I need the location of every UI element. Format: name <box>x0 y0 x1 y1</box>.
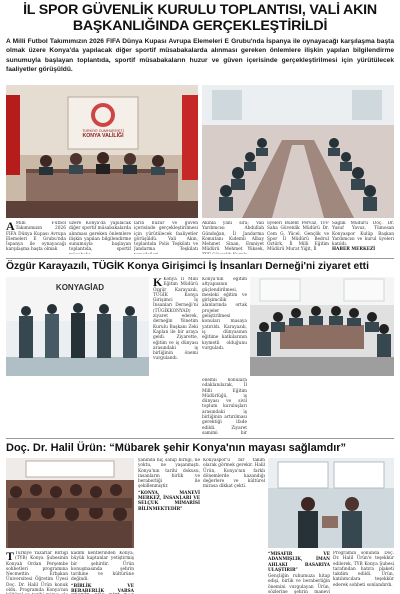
article3-body-col3: yanında hiç sahip birliği, ne yoktu, ne yaşanmıştı. Konya'nın tarihi dokusu, insanların birlik ve beraberliği ile şekillenmiştir. “KONYA, MANEVİ MERKEZ, İNSANLARI VE SELÇUK MİMARİSİ BİLİNMEKTEDİR” <box>138 458 200 512</box>
article3-photo-left <box>6 458 134 548</box>
photo-sign-konyagiad: KONYAGİAD <box>55 283 105 292</box>
article2-title: Özgür Karayazılı, TÜGİK Konya Girişimci İş İnsanları Derneği'ni ziyaret etti <box>6 261 369 272</box>
article2-photo-right <box>250 277 394 376</box>
article3-body-col2: kadim kentlerinden Konya, büyük kaptanlar yetiştirmiş bir şehirdir. Ürün konuşmasında şehrin tarihine ve kültürüne değindi. “BİRLİK VE BERABERLİK VARSA <box>71 551 134 594</box>
article2-body-col3: önemli konulara odaklanılarak, İl Milli Eğitim Müdürlüğü, iş dünyası ve sivil toplum kuruluşları arasındaki iş birliğinin artırılması gerektiği ifade edildi. Ziyaret samimi bir <box>202 378 247 436</box>
article1-body-col5: üyeleri Bülent Pervaz, TFF Saha Güvenlik Müdürü Dr. Cem G. Yücel, Gençlik ve Spor İl Müdürü Bedrul Öztürk, İl Milli Eğitim Müdürü Murat Yiğit, İl <box>267 221 329 253</box>
article1-body-col2: üzere Konya'da yapılacak diğer sportif müsabakalarda alınması gereken önlemlere ilişkin yapılan bilgilendirme sunumuyla başlayan toplantıda, sportif <box>69 221 131 253</box>
photo-sign-line1: TÜRKİYE CUMHURİYETİ <box>82 129 124 133</box>
article1-body-col3: ların huzur ve güven içerisinde gerçekleştirilmesi için yürütülecek faaliyetler görüşüldü. Vali Akın, toplantıda Polis Teşkilatı ve Jandarma Teşkilatı <box>134 221 198 253</box>
article2-body-col1: K Konya İl Milli Eğitim Müdürü Özgür Karayazılı, TÜGİK Konya Girişimci İş İnsanları Derneği'ni (TÜGİKKONYAD) ziyaret ederek, derneğin Yönetim Kurulu Başkanı Zeki Kaplan ile bir araya geldi. Ziyarette, eğitim ve iş dünyası arasındaki iş birliğinin önemi vurgulandı. <box>153 277 198 362</box>
article3-body-col4: Konyaspor'u bir takım olarak görmek gerekir. Halil Ürün, Konya'nın farklı dönemlerde kazandığı değerlere ve kültürel mirasa dikkat çekti. <box>203 458 265 490</box>
article1-byline: HABER MERKEZİ <box>332 247 376 253</box>
article3-photo-right <box>268 458 394 548</box>
article2-body-col2: Konya'nın eğitim altyapısının güçlendirilmesi, mesleki eğitim ve girişimcilik alanlarında ortak projeler geliştirilmesi konuları masaya yatırıldı. Karayazılı, iş dünyasının eğitime katkılarının kıymetli olduğunu vurguladı. <box>202 277 247 351</box>
article3-body-col6: Programın sonunda Doç. Dr. Halil Ürün'e teşekkür edilerek, TYB Konya Şubesi tarafından hatıra plaketi takdim edildi. Ürün, katılımcılara teşekkür ederek sohbeti sonlandırdı. <box>333 551 394 588</box>
article3-body-col5: “MİSAFİR VE ADANMIŞLIK, İMAN AHLAKI BASARIYA ULAŞTIRIR” Gençliğin ruhumuza hitap edişi, birlik ve beraberliğin önemini vurgulayan Ürün, sözlerine şehrin manevi <box>268 552 330 594</box>
section-divider-2 <box>6 438 394 439</box>
section-divider-1 <box>6 258 394 259</box>
article1-photo-right <box>202 85 394 218</box>
article1-body-col4: Akınla yanı sıra; Vali Yardımcısı Abdullah Gündoğan, İl Jandarma Komutanı Kıdemli Albay Mehmet Sinan, Emniyet Müdürü Mehmet Yüksek, <box>202 221 264 253</box>
article1-body-col6: Sağlık Müdürü Doç. Dr. Yusuf Yavuz, Tümosan Konyaspor Kulüp Başkan Yardımcısı ve kurul üyeleri katıldı. HABER MERKEZİ <box>332 221 394 253</box>
article1-body-col1: A Milli Futbol Takımımızın 2026 FIFA Dünya Kupası Avrupa Elemeleri E Grubu'nda İspanya ile oynayacağı karşılaşma başta olmak <box>6 221 66 253</box>
photo-sign-line2: KONYA VALİLİĞİ <box>82 133 124 139</box>
article2-photo-left <box>6 277 149 376</box>
article1-headline: İL SPOR GÜVENLİK KURULU TOPLANTISI, VALİ AKIN BAŞKANLIĞINDA GERÇEKLEŞTİRİLDİ <box>23 2 377 34</box>
article1-photo-left <box>6 85 198 218</box>
article3-title: Doç. Dr. Halil Ürün: “Mübarek şehir Konya'nın mayası sağlamdır” <box>6 442 347 454</box>
article2-body-col1-cont <box>153 378 198 436</box>
article1-lead: A Milli Futbol Takımımızın 2026 FIFA Dünya Kupası Avrupa Elemeleri E Grubu'nda İspanya ile oynayacağı karşılaşma başta olmak üzere Konya'da yapılacak diğer sportif müsabakalarda alınması gereken önlemlere ilişkin yapılan bilgilendirme sunumuyla başlayan toplantıda, sportif müsabakaların huzur ve güven içerisinde gerçekleştirilmesi için yürütülecek faaliyetler görüşüldü. <box>6 38 394 73</box>
article3-body-col1: T Türkiye Yazarlar Birliği (TYB) Konya Şubesinin Konyalı Ordan Perşembe sohbetleri programına Necmettin Erbakan Üniversitesi Öğretim Üyesi Doç. Dr. Halil Ürün konuk oldu. Programda Konya'nın <box>6 551 68 594</box>
